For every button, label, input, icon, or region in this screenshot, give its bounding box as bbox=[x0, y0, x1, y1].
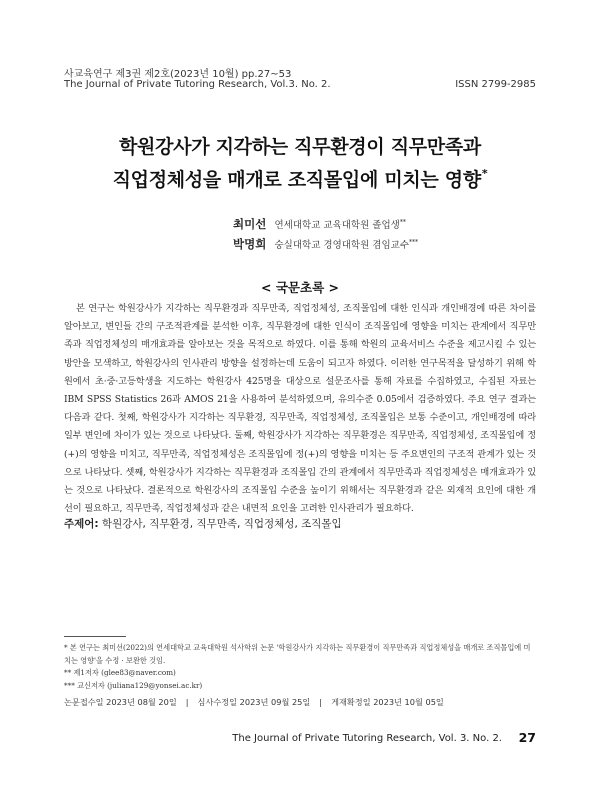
footer-journal: The Journal of Private Tutoring Research, Vol. 3. No. 2. bbox=[232, 733, 502, 744]
abstract-body: 본 연구는 학원강사가 지각하는 직무환경과 직무만족, 직업정체성, 조직몰입에 대한 인식과 개인배경에 따른 차이를 알아보고, 변인들 간의 구조적관계를 분석한 이후, 직무환경에 대한 인식이 조직몰입에 영향을 미치는 관계에서 직무만족과 직업정체성의 매개효과를 알아보는 것을 목적으로 하였다. 이를 통해 학원의 교육서비스 수준을 제고시킬 수 있는 방안을 모색하고, 학원강사의 인사관리 방향을 설정하는데 도움이 되고자 하였다. 이러한 연구목적을 달성하기 위해 학원에서 초·중·고등학생을 지도하는 학원강사 425명을 대상으로 설문조사를 통해 자료를 수집하였고, 수집된 자료는 IBM SPSS Statistics 26과 AMOS 21을 사용하여 분석하였으며, 유의수준 0.05에서 검증하였다. 주요 연구 결과는 다음과 같다. 첫째, 학원강사가 지각하는 직무환경, 직무만족, 직업정체성, 조직몰입은 보통 수준이고, 개인배경에 따라 일부 변인에 차이가 있는 것으로 나타났다. 둘째, 학원강사가 지각하는 직무환경은 직무만족, 직업정체성, 조직몰입에 정(+)의 영향을 미치고, 직무만족, 직업정체성은 조직몰입에 정(+)의 영향을 미치는 등 주요변인의 구조적 관계가 있는 것으로 나타났다. 셋째, 학원강사가 지각하는 직무환경과 조직몰입 간의 관계에서 직무만족과 직업정체성은 매개효과가 있는 것으로 나타났다. 결론적으로 학원강사의 조직몰입 수준을 높이기 위해서는 직무환경과 같은 외재적 요인에 대한 개선이 필요하고, 직무만족, 직업정체성과 같은 내면적 요인을 고려한 인사관리가 필요하다. bbox=[64, 303, 536, 515]
title-footnote-mark: * bbox=[481, 167, 488, 180]
author-1 bbox=[233, 216, 406, 232]
title-line-2-text: 직업정체성을 매개로 조직몰입에 미치는 영향 bbox=[112, 169, 481, 191]
author-mark: *** bbox=[409, 239, 419, 246]
keywords bbox=[64, 516, 342, 531]
footnote-divider bbox=[64, 636, 126, 637]
article-dates bbox=[64, 697, 444, 708]
journal-issue-line: 사교육연구 제3권 제2호(2023년 10월) pp.27~53 bbox=[64, 69, 292, 80]
author-name: 최미선 bbox=[233, 217, 267, 231]
issn: ISSN 2799-2985 bbox=[455, 79, 536, 90]
author-affiliation: 숭실대학교 경영대학원 겸임교수 bbox=[274, 240, 410, 251]
received-date: 논문접수일 2023년 08월 20일 bbox=[64, 697, 177, 707]
title-line-2 bbox=[0, 165, 600, 192]
journal-name-line: The Journal of Private Tutoring Research, Vol.3. No. 2. bbox=[64, 79, 331, 90]
abstract-heading: < 국문초록 > bbox=[261, 280, 339, 295]
author-affiliation: 연세대학교 교육대학원 졸업생 bbox=[274, 220, 400, 231]
author-mark: ** bbox=[399, 219, 406, 226]
footnote-3: *** 교신저자 (juliana129@yonsei.ac.kr) bbox=[64, 681, 203, 690]
footnote-2: ** 제1저자 (glee83@naver.com) bbox=[64, 668, 176, 677]
accepted-date: 게재확정일 2023년 10월 05일 bbox=[331, 697, 444, 707]
keywords-label: 주제어: bbox=[64, 518, 99, 530]
footnote-1: * 본 연구는 최미선(2022)의 연세대학교 교육대학원 석사학위 논문 '학원강사가 지각하는 직무환경이 직무만족과 직업정체성을 매개로 조직몰입에 미치는 영향'을 수정 · 보완한 것임. bbox=[64, 643, 531, 665]
date-separator: | bbox=[185, 697, 189, 707]
date-separator: | bbox=[319, 697, 323, 707]
revised-date: 심사수정일 2023년 09월 25일 bbox=[197, 697, 311, 707]
author-name: 박명희 bbox=[233, 237, 267, 251]
page-number: 27 bbox=[518, 730, 536, 745]
title-line-1: 학원강사가 지각하는 직무환경이 직무만족과 bbox=[119, 136, 481, 158]
keywords-text: 학원강사, 직무환경, 직무만족, 직업정체성, 조직몰입 bbox=[101, 518, 342, 530]
author-2 bbox=[233, 236, 418, 252]
